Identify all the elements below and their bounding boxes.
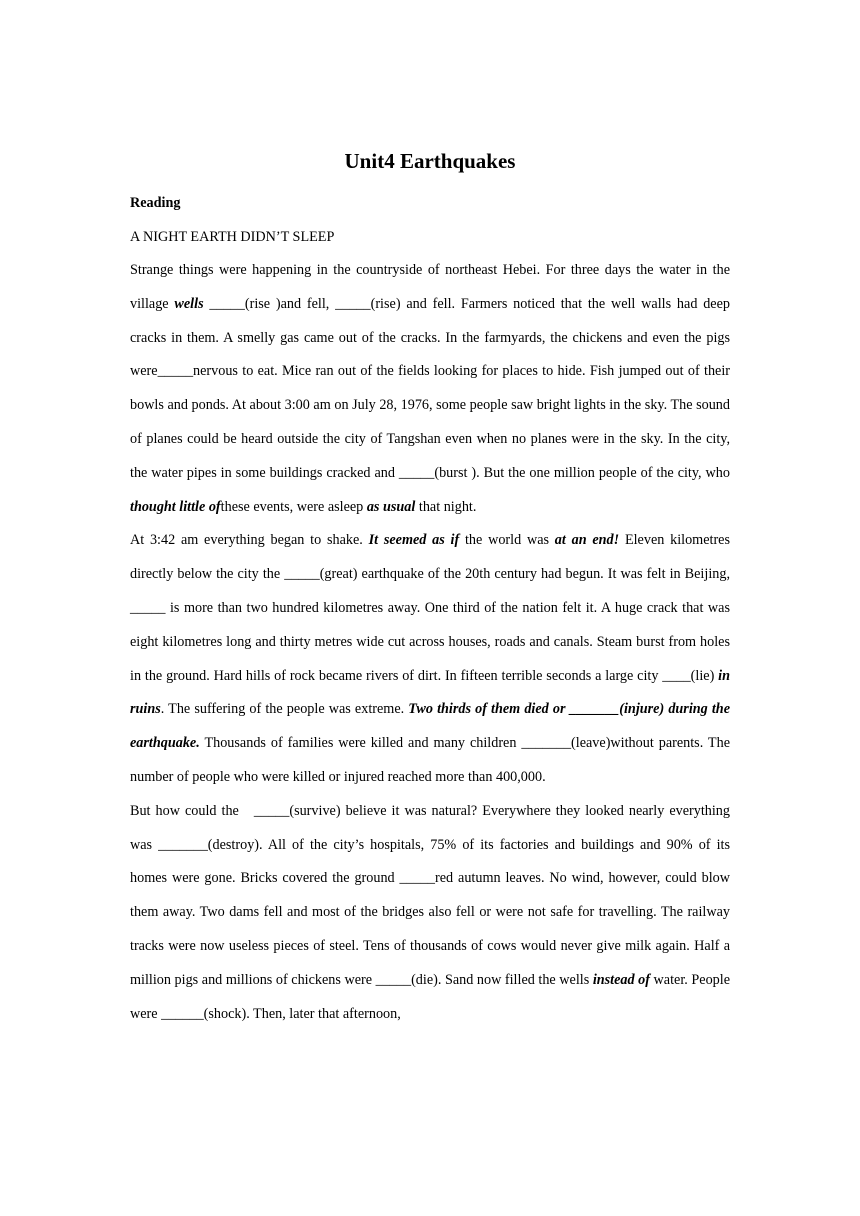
text-run: Eleven kilometres directly below the city the _____(great) earthquake of the 20th century had begun. It was felt in Beijing, _____ is more than two hundred kilometres away. One third of the nation felt it. A huge crack that was eight kilometres long and thirty metres wide cut across houses, roads and canals. Steam burst from holes in the ground. Hard hills of rock became rivers of dirt. In fifteen terrible seconds a large city ____(lie): [130, 532, 730, 684]
text-run: At 3:42 am everything began to shake.: [130, 532, 369, 549]
paragraph-1: [130, 254, 730, 524]
emphasis-text: It seemed as if: [368, 532, 460, 549]
paragraph-2: [130, 524, 730, 794]
text-run: . The suffering of the people was extreme.: [160, 701, 409, 718]
text-run: Thousands of families were killed and many children _______(leave)without parents. The number of people who were killed or injured reached more than 400,000.: [130, 735, 730, 785]
text-run: But how could the _____(survive) believe it was natural? Everywhere they looked nearly everything was _______(destroy). All of the city’s hospitals, 75% of its factories and buildings and 90% of its homes were gone. Bricks covered the ground _____red autumn leaves. No wind, however, could blow them away. Two dams fell and most of the bridges also fell or were not safe for travelling. The railway tracks were now useless pieces of steel. Tens of thousands of cows would never give milk again. Half a million pigs and millions of chickens were _____(die). Sand now filled the wells: [130, 802, 730, 988]
section-heading: Reading: [130, 195, 181, 211]
emphasis-text: at an end!: [554, 532, 620, 549]
emphasis-text: as usual: [366, 498, 416, 515]
emphasis-text: Two thirds of them died or _______(injure) during the earthquake.: [130, 701, 730, 752]
text-run: that night.: [415, 498, 477, 515]
text-run: these events, were asleep: [220, 498, 367, 515]
text-run: water. People were ______(shock). Then, later that afternoon,: [130, 971, 730, 1022]
text-run: _____(rise )and fell, _____(rise) and fell. Farmers noticed that the well walls had deep cracks in them. A smelly gas came out of the cracks. In the farmyards, the chickens and even the pigs were_____nervous to eat. Mice ran out of the fields looking for places to hide. Fish jumped out of their bowls and ponds. At about 3:00 am on July 28, 1976, some people saw bright lights in the sky. The sound of planes could be heard outside the city of Tangshan even when no planes were in the sky. In the city, the water pipes in some buildings cracked and _____(burst ). But the one million people of the city, who: [130, 295, 730, 481]
passage-title: A NIGHT EARTH DIDN’T SLEEP: [130, 229, 335, 245]
emphasis-text: in ruins: [130, 667, 730, 718]
text-run: the world was: [459, 532, 555, 549]
page-title: Unit4 Earthquakes: [344, 149, 516, 173]
emphasis-text: thought little of: [130, 498, 221, 515]
text-run: Strange things were happening in the countryside of northeast Hebei. For three days the water in the village: [130, 262, 730, 312]
document-page: [130, 146, 730, 1031]
paragraph-3: [130, 795, 730, 1032]
emphasis-text: instead of: [592, 971, 650, 988]
emphasis-text: wells: [174, 295, 204, 312]
